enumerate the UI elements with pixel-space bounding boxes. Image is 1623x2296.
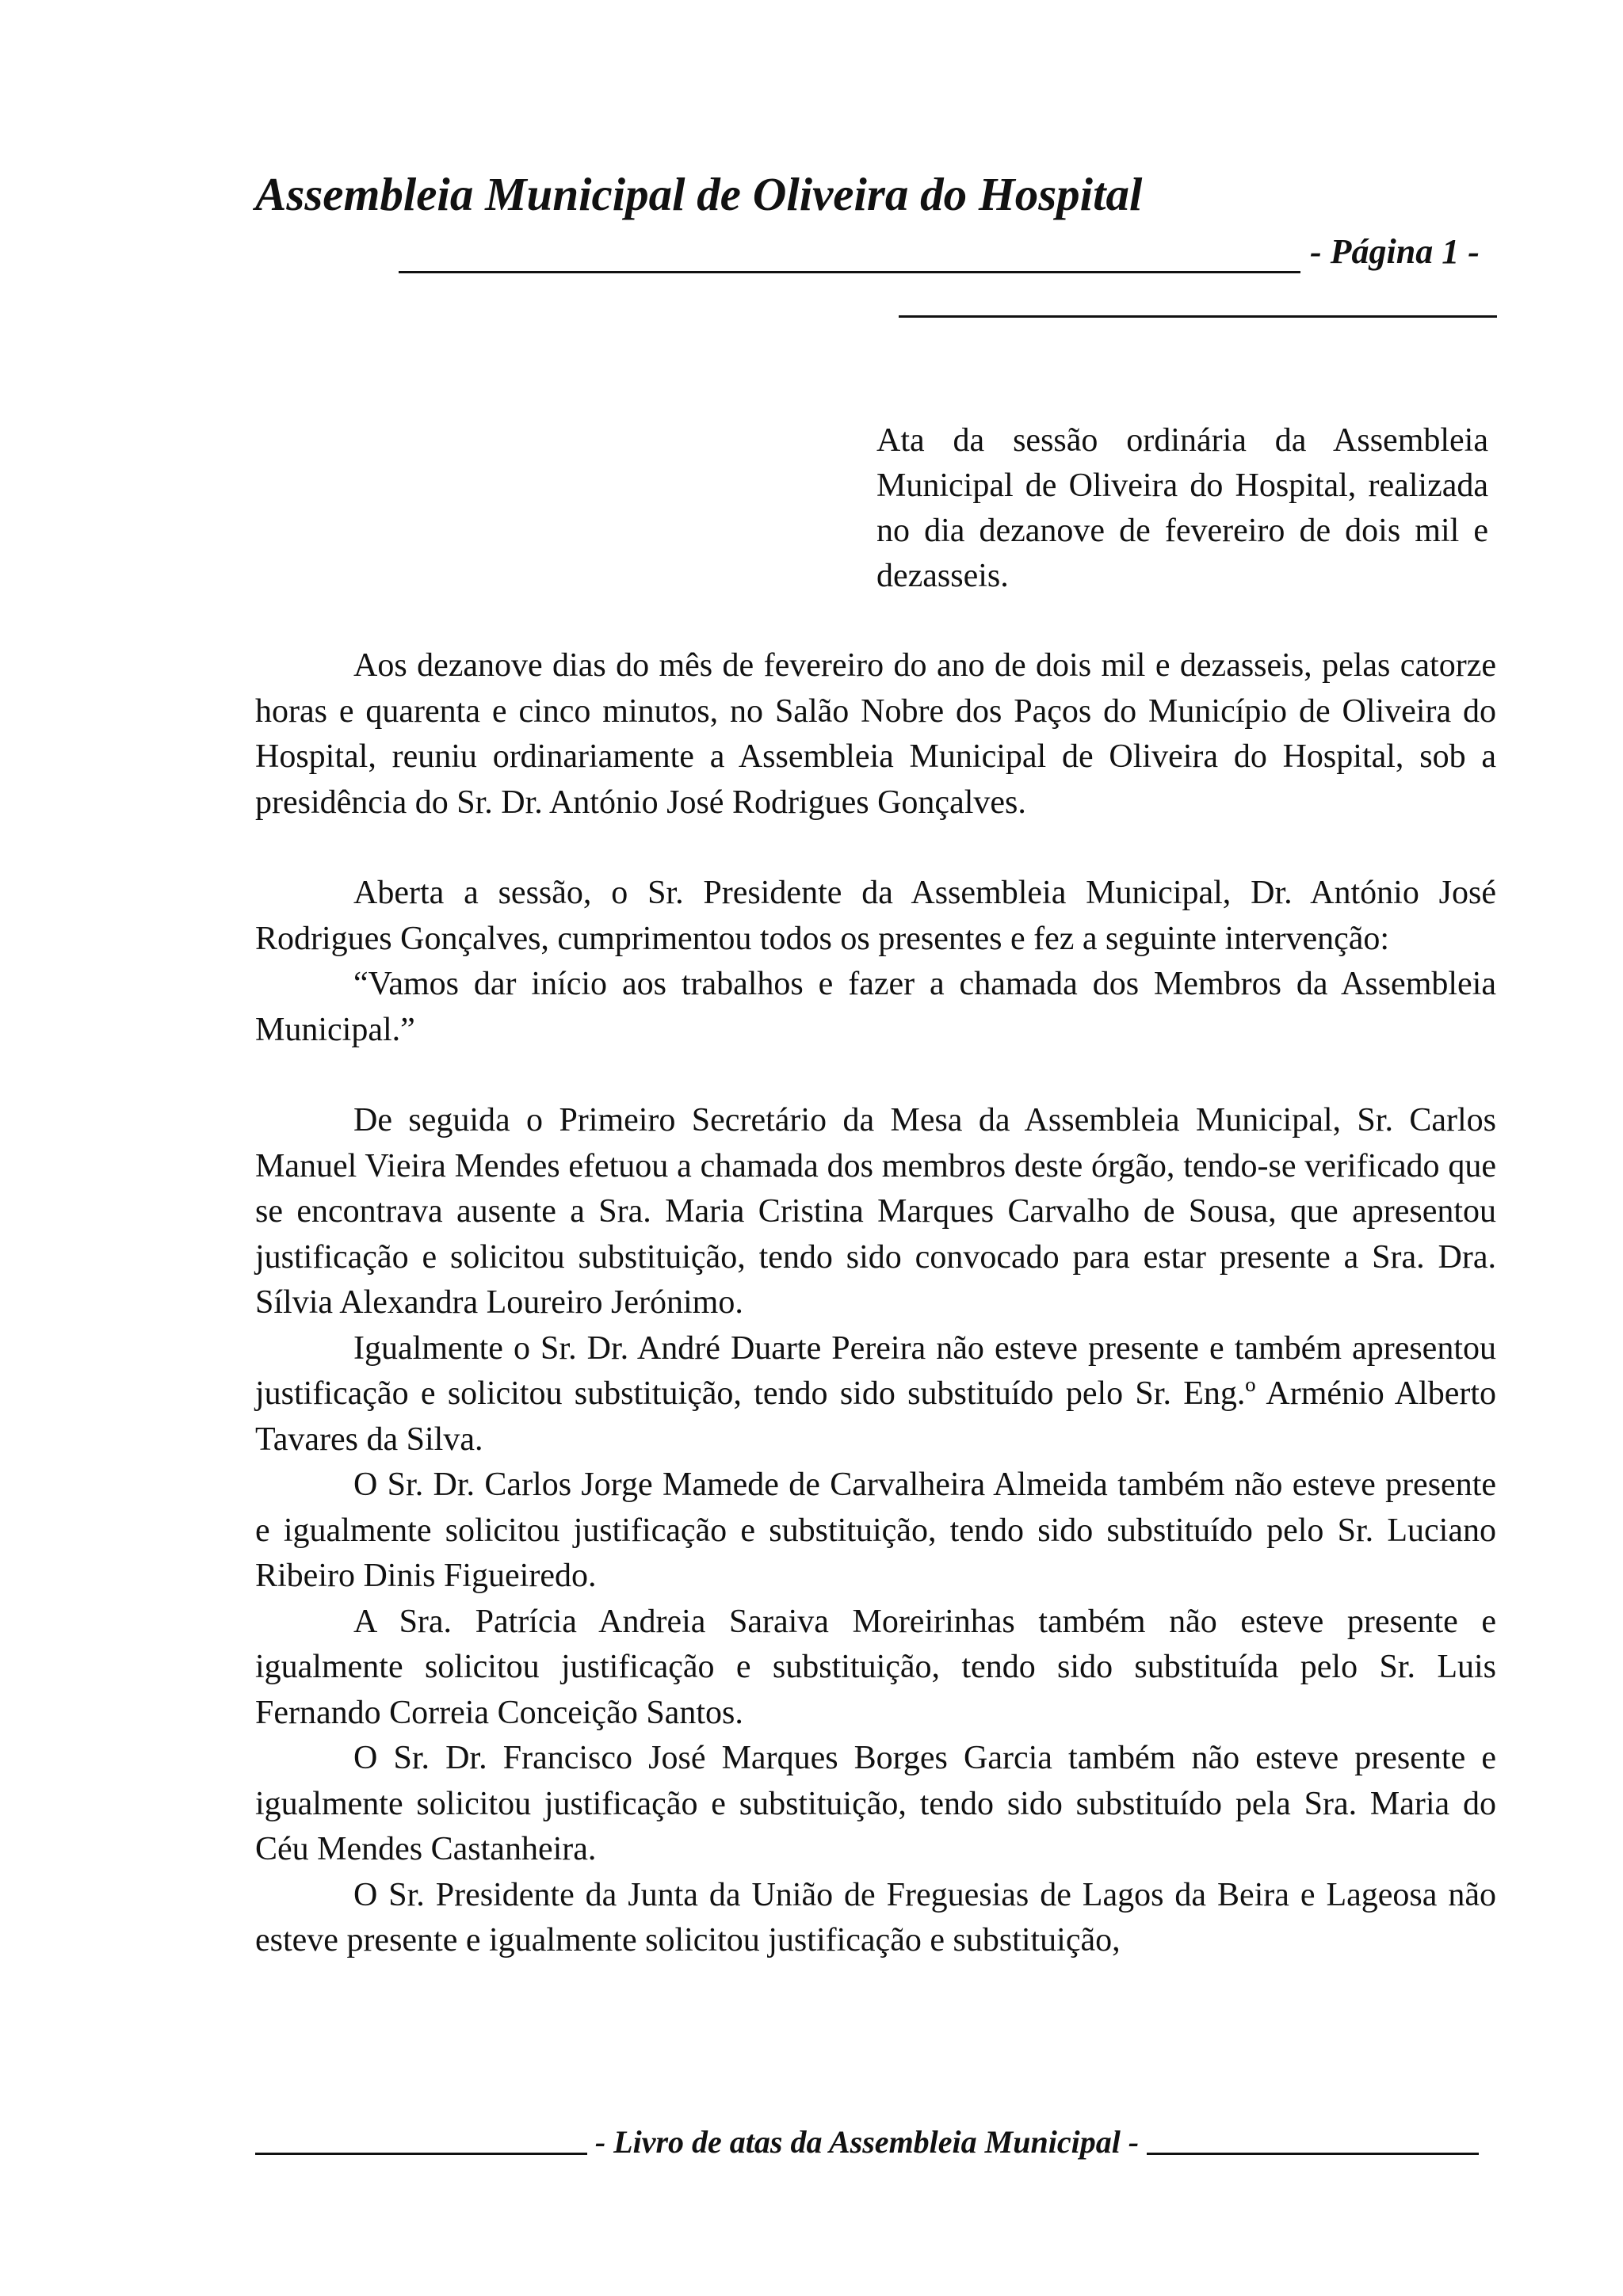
paragraph-quote: “Vamos dar início aos trabalhos e fazer a chamada dos Membros da Assembleia Municipal.” xyxy=(255,966,1496,1048)
header-rule-secondary xyxy=(899,315,1497,318)
footer-text: - Livro de atas da Assembleia Municipal - xyxy=(594,2124,1140,2160)
paragraph-substitution-1: Igualmente o Sr. Dr. André Duarte Pereira não esteve presente e também apresentou justificação e solicitou substituição, tendo sido substituído pelo Sr. Eng.º Arménio Alberto Tavares da Silva. xyxy=(255,1329,1496,1458)
document-title: Assembleia Municipal de Oliveira do Hospital xyxy=(255,168,1143,220)
minutes-body xyxy=(255,643,1496,1964)
paragraph-opening: Aos dezanove dias do mês de fevereiro do ano de dois mil e dezasseis, pelas catorze horas e quarenta e cinco minutos, no Salão Nobre dos Paços do Município de Oliveira do Hospital, reuniu ordinariamente a Assembleia Municipal de Oliveira do Hospital, sob a presidência do Sr. Dr. António José Rodrigues Gonçalves. xyxy=(255,647,1496,821)
paragraph-substitution-3: A Sra. Patrícia Andreia Saraiva Moreirinhas também não esteve presente e igualmente solicitou justificação e substituição, tendo sido substituída pelo Sr. Luis Fernando Correia Conceição Santos. xyxy=(255,1603,1496,1731)
minutes-summary: Ata da sessão ordinária da Assembleia Municipal de Oliveira do Hospital, realizada no dia dezanove de fevereiro de dois mil e dezasseis. xyxy=(876,422,1488,594)
header-rule xyxy=(399,271,1300,273)
paragraph-session-open: Aberta a sessão, o Sr. Presidente da Assembleia Municipal, Dr. António José Rodrigues Gonçalves, cumprimentou todos os presentes e fez a seguinte intervenção: xyxy=(255,875,1496,957)
page-footer xyxy=(255,2123,1479,2161)
paragraph-roll-call: De seguida o Primeiro Secretário da Mesa da Assembleia Municipal, Sr. Carlos Manuel Vieira Mendes efetuou a chamada dos membros deste órgão, tendo-se verificado que se encontrava ausente a Sra. Maria Cristina Marques Carvalho de Sousa, que apresentou justificação e solicitou substituição, tendo sido convocado para estar presente a Sra. Dra. Sílvia Alexandra Loureiro Jerónimo. xyxy=(255,1102,1496,1321)
paragraph-substitution-4: O Sr. Dr. Francisco José Marques Borges Garcia também não esteve presente e igualmente solicitou justificação e substituição, tendo sido substituído pela Sra. Maria do Céu Mendes Castanheira. xyxy=(255,1740,1496,1867)
page-number: - Página 1 - xyxy=(1310,232,1480,271)
paragraph-substitution-5: O Sr. Presidente da Junta da União de Freguesias de Lagos da Beira e Lageosa não esteve presente e igualmente solicitou justificação e substituição, xyxy=(255,1876,1496,1958)
footer-rule-left xyxy=(255,2153,587,2155)
paragraph-substitution-2: O Sr. Dr. Carlos Jorge Mamede de Carvalheira Almeida também não esteve presente e igualmente solicitou justificação e substituição, tendo sido substituído pelo Sr. Luciano Ribeiro Dinis Figueiredo. xyxy=(255,1466,1496,1594)
footer-rule-right xyxy=(1147,2153,1479,2155)
